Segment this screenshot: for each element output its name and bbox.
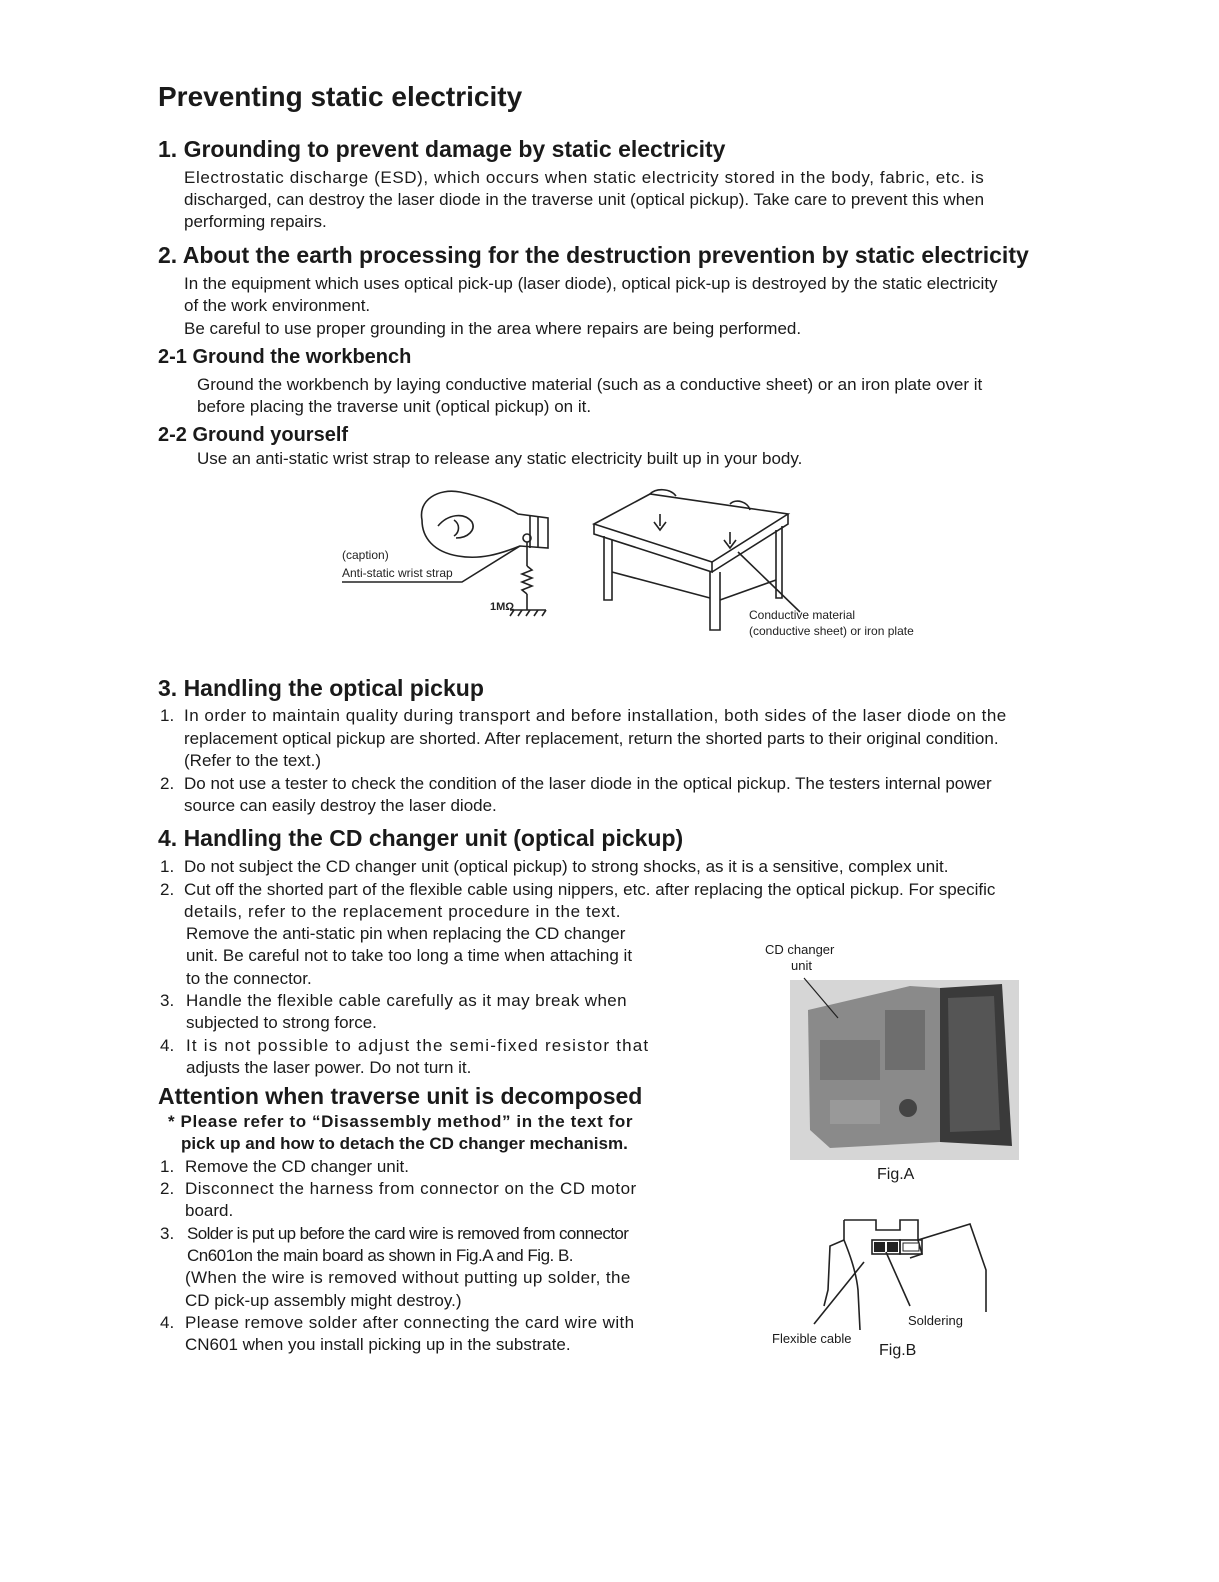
page-title: Preventing static electricity — [158, 81, 523, 112]
attention-note: pick up and how to detach the CD changer mechanism. — [181, 1134, 628, 1153]
flexible-cable-label: Flexible cable — [772, 1331, 852, 1346]
section-1-line: discharged, can destroy the laser diode in the traverse unit (optical pickup). Take care to prevent this when — [184, 190, 985, 209]
attention-line: Remove the CD changer unit. — [185, 1157, 409, 1176]
conductive-label-2: (conductive sheet) or iron plate — [749, 624, 914, 638]
conductive-label-1: Conductive material — [749, 608, 856, 622]
section-4-line: Cut off the shorted part of the flexible cable using nippers, etc. after replacing the optical pickup. For specific — [184, 880, 996, 899]
section-4-line: It is not possible to adjust the semi-fixed resistor that — [186, 1036, 650, 1055]
section-1-line: performing repairs. — [184, 212, 327, 231]
list-number: 1. — [160, 1157, 175, 1176]
attention-line: CN601 when you install picking up in the substrate. — [185, 1335, 571, 1354]
list-number: 2. — [160, 774, 175, 793]
list-number: 4. — [160, 1313, 175, 1332]
list-number: 1. — [160, 857, 175, 876]
caption-label: (caption) — [342, 548, 389, 562]
attention-line: Please remove solder after connecting the card wire with — [185, 1313, 635, 1332]
section-4-line: to the connector. — [186, 969, 312, 988]
section-2-1-line: Ground the workbench by laying conductive material (such as a conductive sheet) or an iron plate over it — [197, 375, 983, 394]
fig-b-caption: Fig.B — [879, 1342, 917, 1359]
section-4-line: details, refer to the replacement procedure in the text. — [184, 902, 622, 921]
section-3-line: replacement optical pickup are shorted. After replacement, return the shorted parts to their original condition. — [184, 729, 999, 748]
fig-a-caption: Fig.A — [877, 1166, 915, 1183]
attention-line: Solder is put up before the card wire is removed from connector — [187, 1224, 629, 1243]
section-3-line: (Refer to the text.) — [184, 751, 321, 770]
section-4-line: subjected to strong force. — [186, 1013, 377, 1032]
fig-a-label: unit — [791, 958, 812, 973]
section-4-line: Remove the anti-static pin when replacing the CD changer — [186, 924, 626, 943]
soldering-label: Soldering — [908, 1313, 963, 1328]
section-3-line: source can easily destroy the laser diode. — [184, 796, 497, 815]
section-2-line: Be careful to use proper grounding in the area where repairs are being performed. — [184, 319, 802, 338]
section-4-line: Do not subject the CD changer unit (optical pickup) to strong shocks, as it is a sensitive, complex unit. — [184, 857, 949, 876]
resistor-label: 1MΩ — [490, 601, 515, 613]
attention-line: (When the wire is removed without putting up solder, the — [185, 1268, 631, 1287]
section-2-2-line: Use an anti-static wrist strap to release any static electricity built up in your body. — [197, 449, 803, 468]
section-3-line: Do not use a tester to check the condition of the laser diode in the optical pickup. The testers internal power — [184, 774, 992, 793]
section-4-line: adjusts the laser power. Do not turn it. — [186, 1058, 472, 1077]
list-number: 2. — [160, 1179, 175, 1198]
attention-line: CD pick-up assembly might destroy.) — [185, 1291, 462, 1310]
section-2-line: In the equipment which uses optical pick-up (laser diode), optical pick-up is destroyed by the static electricity — [184, 274, 998, 293]
cd-changer-photo — [790, 970, 1020, 1162]
fig-a-label: CD changer — [765, 942, 835, 957]
wrist-strap-label: Anti-static wrist strap — [342, 566, 453, 580]
attention-line: Disconnect the harness from connector on the CD motor — [185, 1179, 637, 1198]
attention-line: Cn601on the main board as shown in Fig.A and Fig. B. — [187, 1246, 574, 1265]
section-2-heading: 2. About the earth processing for the destruction prevention by static electricity — [158, 242, 1029, 268]
attention-line: board. — [185, 1201, 234, 1220]
section-1-heading: 1. Grounding to prevent damage by static electricity — [158, 136, 726, 162]
list-number: 2. — [160, 880, 175, 899]
list-number: 3. — [160, 991, 175, 1010]
attention-note: * Please refer to “Disassembly method” in the text for — [168, 1112, 634, 1131]
section-4-heading: 4. Handling the CD changer unit (optical pickup) — [158, 825, 684, 851]
fig-b-connector-drawing — [760, 1210, 1000, 1350]
list-number: 1. — [160, 706, 175, 725]
section-1-line: Electrostatic discharge (ESD), which occurs when static electricity stored in the body, fabric, etc. is — [184, 168, 985, 187]
section-3-line: In order to maintain quality during transport and before installation, both sides of the laser diode on the — [184, 706, 1007, 725]
section-4-line: unit. Be careful not to take too long a time when attaching it — [186, 946, 633, 965]
section-2-1-heading: 2-1 Ground the workbench — [158, 346, 412, 368]
section-2-line: of the work environment. — [184, 296, 371, 315]
attention-heading: Attention when traverse unit is decomposed — [158, 1083, 643, 1109]
section-4-line: Handle the flexible cable carefully as it may break when — [186, 991, 628, 1010]
section-2-1-line: before placing the traverse unit (optical pickup) on it. — [197, 397, 592, 416]
section-2-2-heading: 2-2 Ground yourself — [158, 424, 349, 446]
section-3-heading: 3. Handling the optical pickup — [158, 675, 484, 701]
list-number: 4. — [160, 1036, 175, 1055]
grounding-illustration — [330, 480, 950, 650]
list-number: 3. — [160, 1224, 175, 1243]
